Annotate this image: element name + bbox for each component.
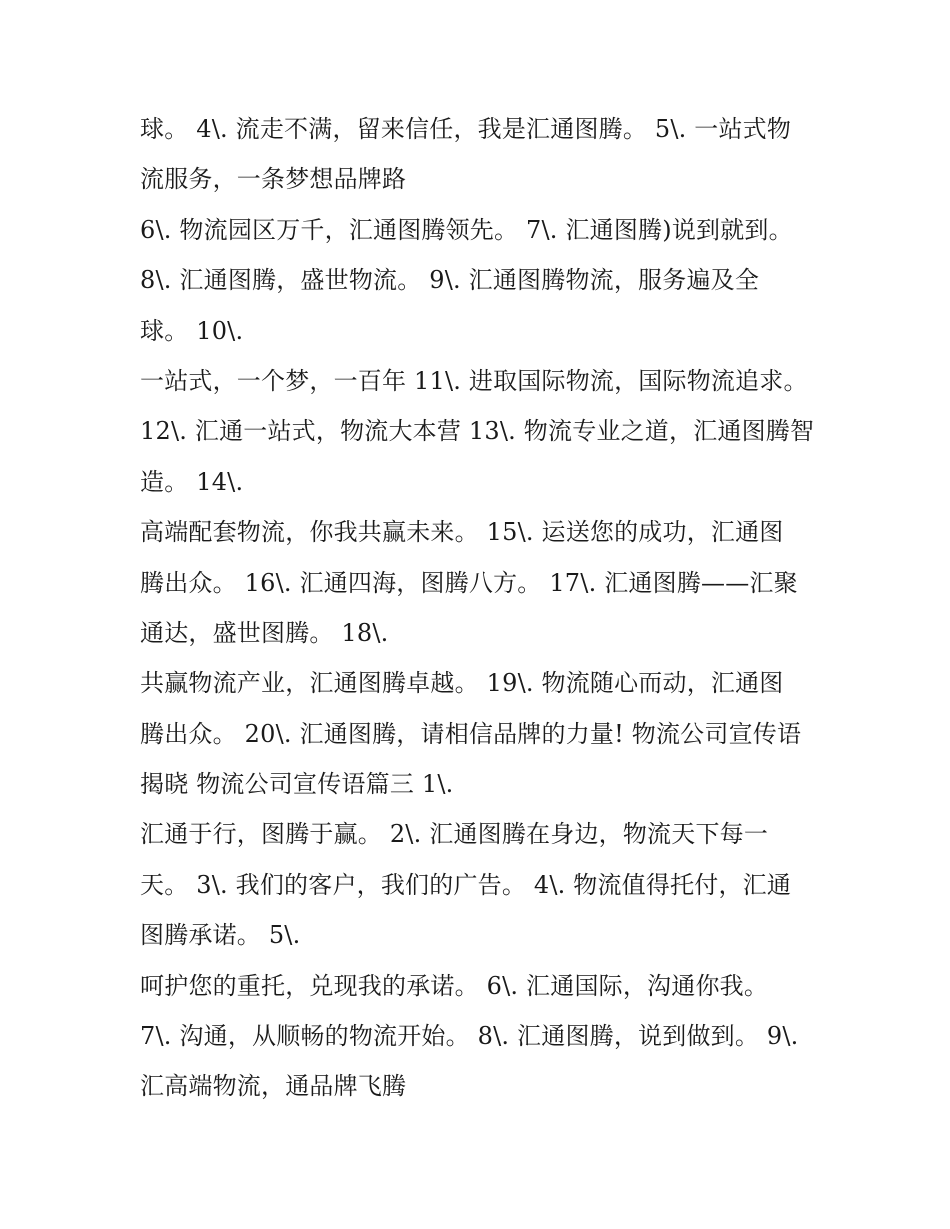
text-line: 球。 4\. 流走不满，留来信任，我是汇通图腾。 5\. 一站式物 — [140, 115, 792, 143]
text-line: 汇高端物流，通品牌飞腾 — [140, 1072, 407, 1101]
text-line: 高端配套物流，你我共赢未来。 15\. 运送您的成功，汇通图 — [140, 518, 784, 547]
text-line: 汇通于行，图腾于赢。 2\. 汇通图腾在身边，物流天下每一 — [140, 820, 769, 849]
text-line: 通达，盛世图腾。 18\. — [140, 618, 389, 647]
text-line: 8\. 汇通图腾，盛世物流。 9\. 汇通图腾物流，服务遍及全 — [140, 266, 760, 295]
text-line: 7\. 沟通，从顺畅的物流开始。 8\. 汇通图腾，说到做到。 9\. — [140, 1022, 799, 1051]
text-line: 12\. 汇通一站式，物流大本营 13\. 物流专业之道，汇通图腾智 — [140, 417, 815, 446]
text-line: 造。 14\. — [140, 467, 244, 496]
body-text — [140, 104, 820, 1112]
text-line: 流服务，一条梦想品牌路 — [140, 165, 407, 194]
text-line: 球。 10\. — [140, 316, 244, 345]
text-line: 天。 3\. 我们的客户，我们的广告。 4\. 物流值得托付，汇通 — [140, 870, 792, 899]
text-line: 共赢物流产业，汇通图腾卓越。 19\. 物流随心而动，汇通图 — [140, 669, 784, 698]
text-line: 揭晓 物流公司宣传语篇三 1\. — [140, 770, 454, 799]
text-line: 6\. 物流园区万千，汇通图腾领先。 7\. 汇通图腾)说到就到。 — [140, 215, 793, 244]
text-line: 腾出众。 16\. 汇通四海，图腾八方。 17\. 汇通图腾——汇聚 — [140, 568, 798, 597]
text-line: 腾出众。 20\. 汇通图腾，请相信品牌的力量! 物流公司宣传语 — [140, 719, 802, 748]
text-line: 呵护您的重托，兑现我的承诺。 6\. 汇通国际，沟通你我。 — [140, 971, 769, 1000]
text-line: 图腾承诺。 5\. — [140, 921, 301, 950]
text-line: 一站式，一个梦，一百年 11\. 进取国际物流，国际物流追求。 — [140, 366, 808, 395]
